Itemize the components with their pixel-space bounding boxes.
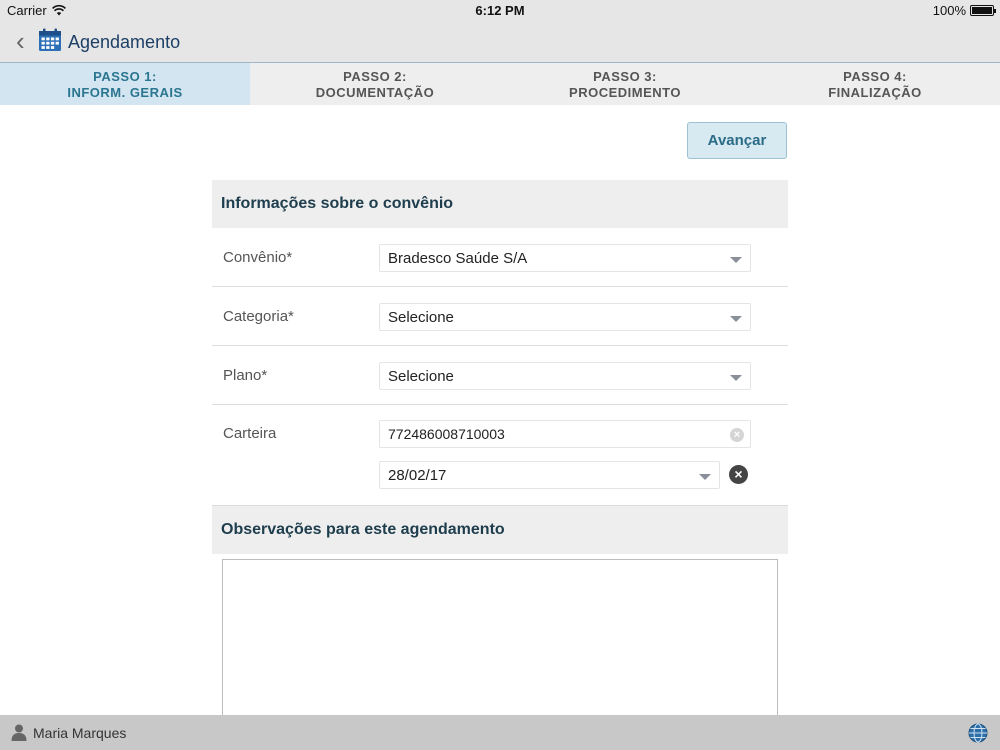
carteira-number-input[interactable] — [379, 420, 751, 448]
tab-step-1-label: INFORM. GERAIS — [67, 85, 183, 100]
plano-select[interactable] — [379, 362, 751, 390]
plano-row — [212, 346, 788, 405]
tab-step-1[interactable] — [0, 63, 250, 105]
status-right — [933, 3, 994, 18]
carteira-label: Carteira — [223, 425, 277, 442]
tab-step-2-label: DOCUMENTAÇÃO — [315, 85, 435, 100]
tab-step-3[interactable] — [500, 63, 750, 105]
observacoes-section-title: Observações para este agendamento — [221, 521, 505, 538]
chevron-left-icon[interactable]: ‹ — [16, 26, 25, 56]
carteira-validity-value: 28/02/17 — [388, 466, 447, 484]
tab-step-3-number: PASSO 3: — [593, 69, 657, 84]
categoria-select[interactable] — [379, 303, 751, 331]
observacoes-textarea[interactable] — [222, 559, 778, 729]
clear-validity-icon[interactable]: × — [729, 465, 748, 484]
battery-percent: 100% — [932, 3, 966, 18]
navigation-bar — [0, 22, 1000, 63]
battery-fill — [972, 7, 992, 14]
convenio-value: Bradesco Saúde S/A — [388, 249, 528, 267]
globe-icon[interactable] — [968, 723, 988, 743]
categoria-row — [212, 287, 788, 346]
carteira-number-value: 772486008710003 — [388, 426, 505, 442]
convenio-section-header — [212, 180, 788, 228]
advance-button[interactable]: Avançar — [687, 122, 787, 159]
step-tabs — [0, 63, 1000, 105]
chevron-down-icon — [730, 316, 742, 322]
status-time: 6:12 PM — [475, 3, 525, 18]
carteira-row — [212, 405, 788, 506]
convenio-label: Convênio* — [223, 249, 293, 266]
plano-label: Plano* — [223, 367, 268, 384]
bottom-bar — [0, 715, 1000, 750]
user-name: Maria Marques — [33, 725, 127, 741]
tab-step-2-number: PASSO 2: — [343, 69, 407, 84]
calendar-icon — [38, 28, 62, 52]
chevron-down-icon — [730, 257, 742, 263]
chevron-down-icon — [730, 375, 742, 381]
plano-value: Selecione — [388, 367, 454, 385]
carrier-label: Carrier — [7, 3, 47, 18]
battery-icon — [970, 5, 994, 16]
convenio-select[interactable] — [379, 244, 751, 272]
tab-step-1-number: PASSO 1: — [93, 69, 157, 84]
clear-icon[interactable]: × — [730, 428, 744, 442]
chevron-down-icon — [699, 474, 711, 480]
tab-step-3-label: PROCEDIMENTO — [569, 85, 681, 100]
convenio-section-title: Informações sobre o convênio — [221, 195, 454, 212]
page-title: Agendamento — [68, 32, 181, 52]
tab-step-4[interactable] — [750, 63, 1000, 105]
status-bar — [0, 0, 1000, 22]
tab-step-2[interactable] — [250, 63, 500, 105]
observacoes-section-header — [212, 506, 788, 554]
tab-step-4-label: FINALIZAÇÃO — [828, 85, 922, 100]
categoria-label: Categoria* — [223, 308, 294, 325]
carteira-validity-select[interactable] — [379, 461, 720, 489]
tab-step-4-number: PASSO 4: — [843, 69, 907, 84]
convenio-row — [212, 228, 788, 287]
user-icon — [11, 724, 27, 741]
categoria-value: Selecione — [388, 308, 454, 326]
